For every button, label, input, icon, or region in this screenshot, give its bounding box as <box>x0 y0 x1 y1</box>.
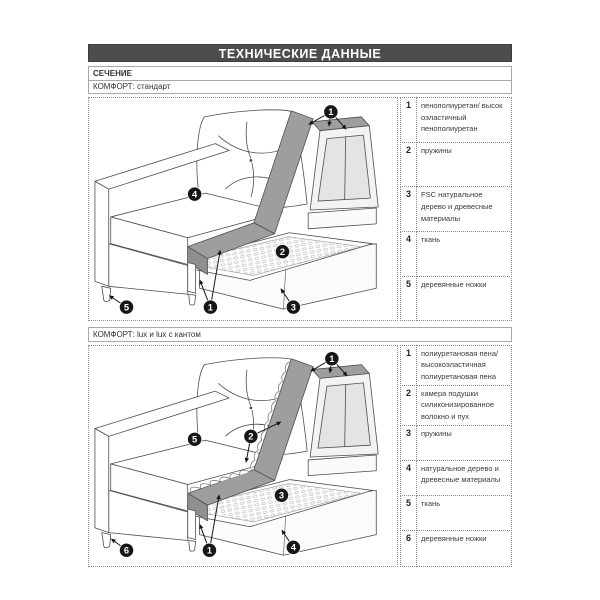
legend-row <box>400 460 512 496</box>
front-leg <box>102 286 111 301</box>
cut-strip <box>188 509 196 539</box>
frame-rail <box>308 455 376 476</box>
svg-text:5: 5 <box>123 301 130 313</box>
sofa-cutaway-illustration <box>89 98 397 320</box>
legend-row <box>400 425 512 461</box>
frame-panel <box>318 383 370 448</box>
middle-leg <box>189 294 196 305</box>
frame-panel <box>318 135 370 201</box>
svg-text:1: 1 <box>329 353 335 364</box>
svg-text:3: 3 <box>278 490 285 501</box>
legend-row <box>400 495 512 531</box>
svg-text:3: 3 <box>290 301 296 313</box>
callout-5 <box>109 295 134 314</box>
svg-text:2: 2 <box>279 246 286 258</box>
legend-text: ткань <box>417 231 512 277</box>
armrest-front <box>95 181 109 286</box>
legend-text: камера подушки силиконизированное волокно и пух <box>417 385 512 426</box>
legend-text: ткань <box>417 495 512 531</box>
svg-text:4: 4 <box>290 542 296 553</box>
callout-2 <box>275 245 289 259</box>
svg-text:6: 6 <box>123 545 130 556</box>
sofa-diagram-lux <box>88 345 398 567</box>
section-standard <box>88 97 512 321</box>
legend-number: 4 <box>400 231 417 277</box>
section-heading: СЕЧЕНИЕ <box>89 67 511 81</box>
sofa-cutaway-illustration <box>89 346 397 566</box>
legend-row <box>400 186 512 232</box>
legend-number: 1 <box>400 345 417 386</box>
svg-text:1: 1 <box>328 106 334 118</box>
legend-number: 1 <box>400 97 417 143</box>
callout-5 <box>188 432 202 446</box>
legend-row <box>400 345 512 386</box>
callout-3 <box>274 488 288 502</box>
page-title-bar <box>88 44 512 62</box>
svg-text:1: 1 <box>207 301 214 313</box>
callout-6 <box>111 538 134 557</box>
svg-text:2: 2 <box>248 431 254 442</box>
frame-rail <box>308 208 376 229</box>
comfort-label-standard: КОМФОРТ: стандарт <box>93 82 171 92</box>
section-lux <box>88 345 512 567</box>
tuft-button <box>250 159 253 162</box>
technical-data-sheet <box>88 44 512 567</box>
legend-text: пружины <box>417 142 512 188</box>
comfort-label-lux: КОМФОРТ: lux и lux с кантом <box>88 327 512 342</box>
legend-row <box>400 97 512 143</box>
legend-number: 3 <box>400 425 417 461</box>
legend-text: полиуретановая пена/ высокоэластичная полиуретановая пена <box>417 345 512 386</box>
cut-strip <box>188 263 196 294</box>
legend-text: FSC натуральное дерево и древесные материалы <box>417 186 512 232</box>
legend-number: 5 <box>400 276 417 322</box>
legend-lux <box>400 345 512 567</box>
page-title: ТЕХНИЧЕСКИЕ ДАННЫЕ <box>218 47 382 61</box>
legend-number: 2 <box>400 385 417 426</box>
legend-number: 4 <box>400 460 417 496</box>
legend-text: пружины <box>417 425 512 461</box>
front-leg <box>102 532 111 547</box>
svg-text:1: 1 <box>206 545 213 556</box>
legend-row <box>400 276 512 322</box>
legend-number: 5 <box>400 495 417 531</box>
legend-text: натуральное дерево и древесные материалы <box>417 460 512 496</box>
legend-text: деревянные ножки <box>417 276 512 322</box>
legend-row <box>400 530 512 566</box>
legend-text: деревянные ножки <box>417 530 512 566</box>
legend-row <box>400 385 512 426</box>
tuft-button <box>250 406 253 409</box>
legend-standard <box>400 97 512 321</box>
svg-text:4: 4 <box>192 188 198 200</box>
legend-row <box>400 142 512 188</box>
legend-number: 3 <box>400 186 417 232</box>
legend-number: 6 <box>400 530 417 566</box>
legend-number: 2 <box>400 142 417 188</box>
legend-row <box>400 231 512 277</box>
legend-text: пенополиуретан/ высок оэластичный пенополиуретан <box>417 97 512 143</box>
armrest-front <box>95 428 109 532</box>
section-info-box <box>88 66 512 94</box>
callout-4 <box>188 187 202 201</box>
sofa-diagram-standard <box>88 97 398 321</box>
svg-text:5: 5 <box>192 434 198 445</box>
middle-leg <box>189 540 196 551</box>
